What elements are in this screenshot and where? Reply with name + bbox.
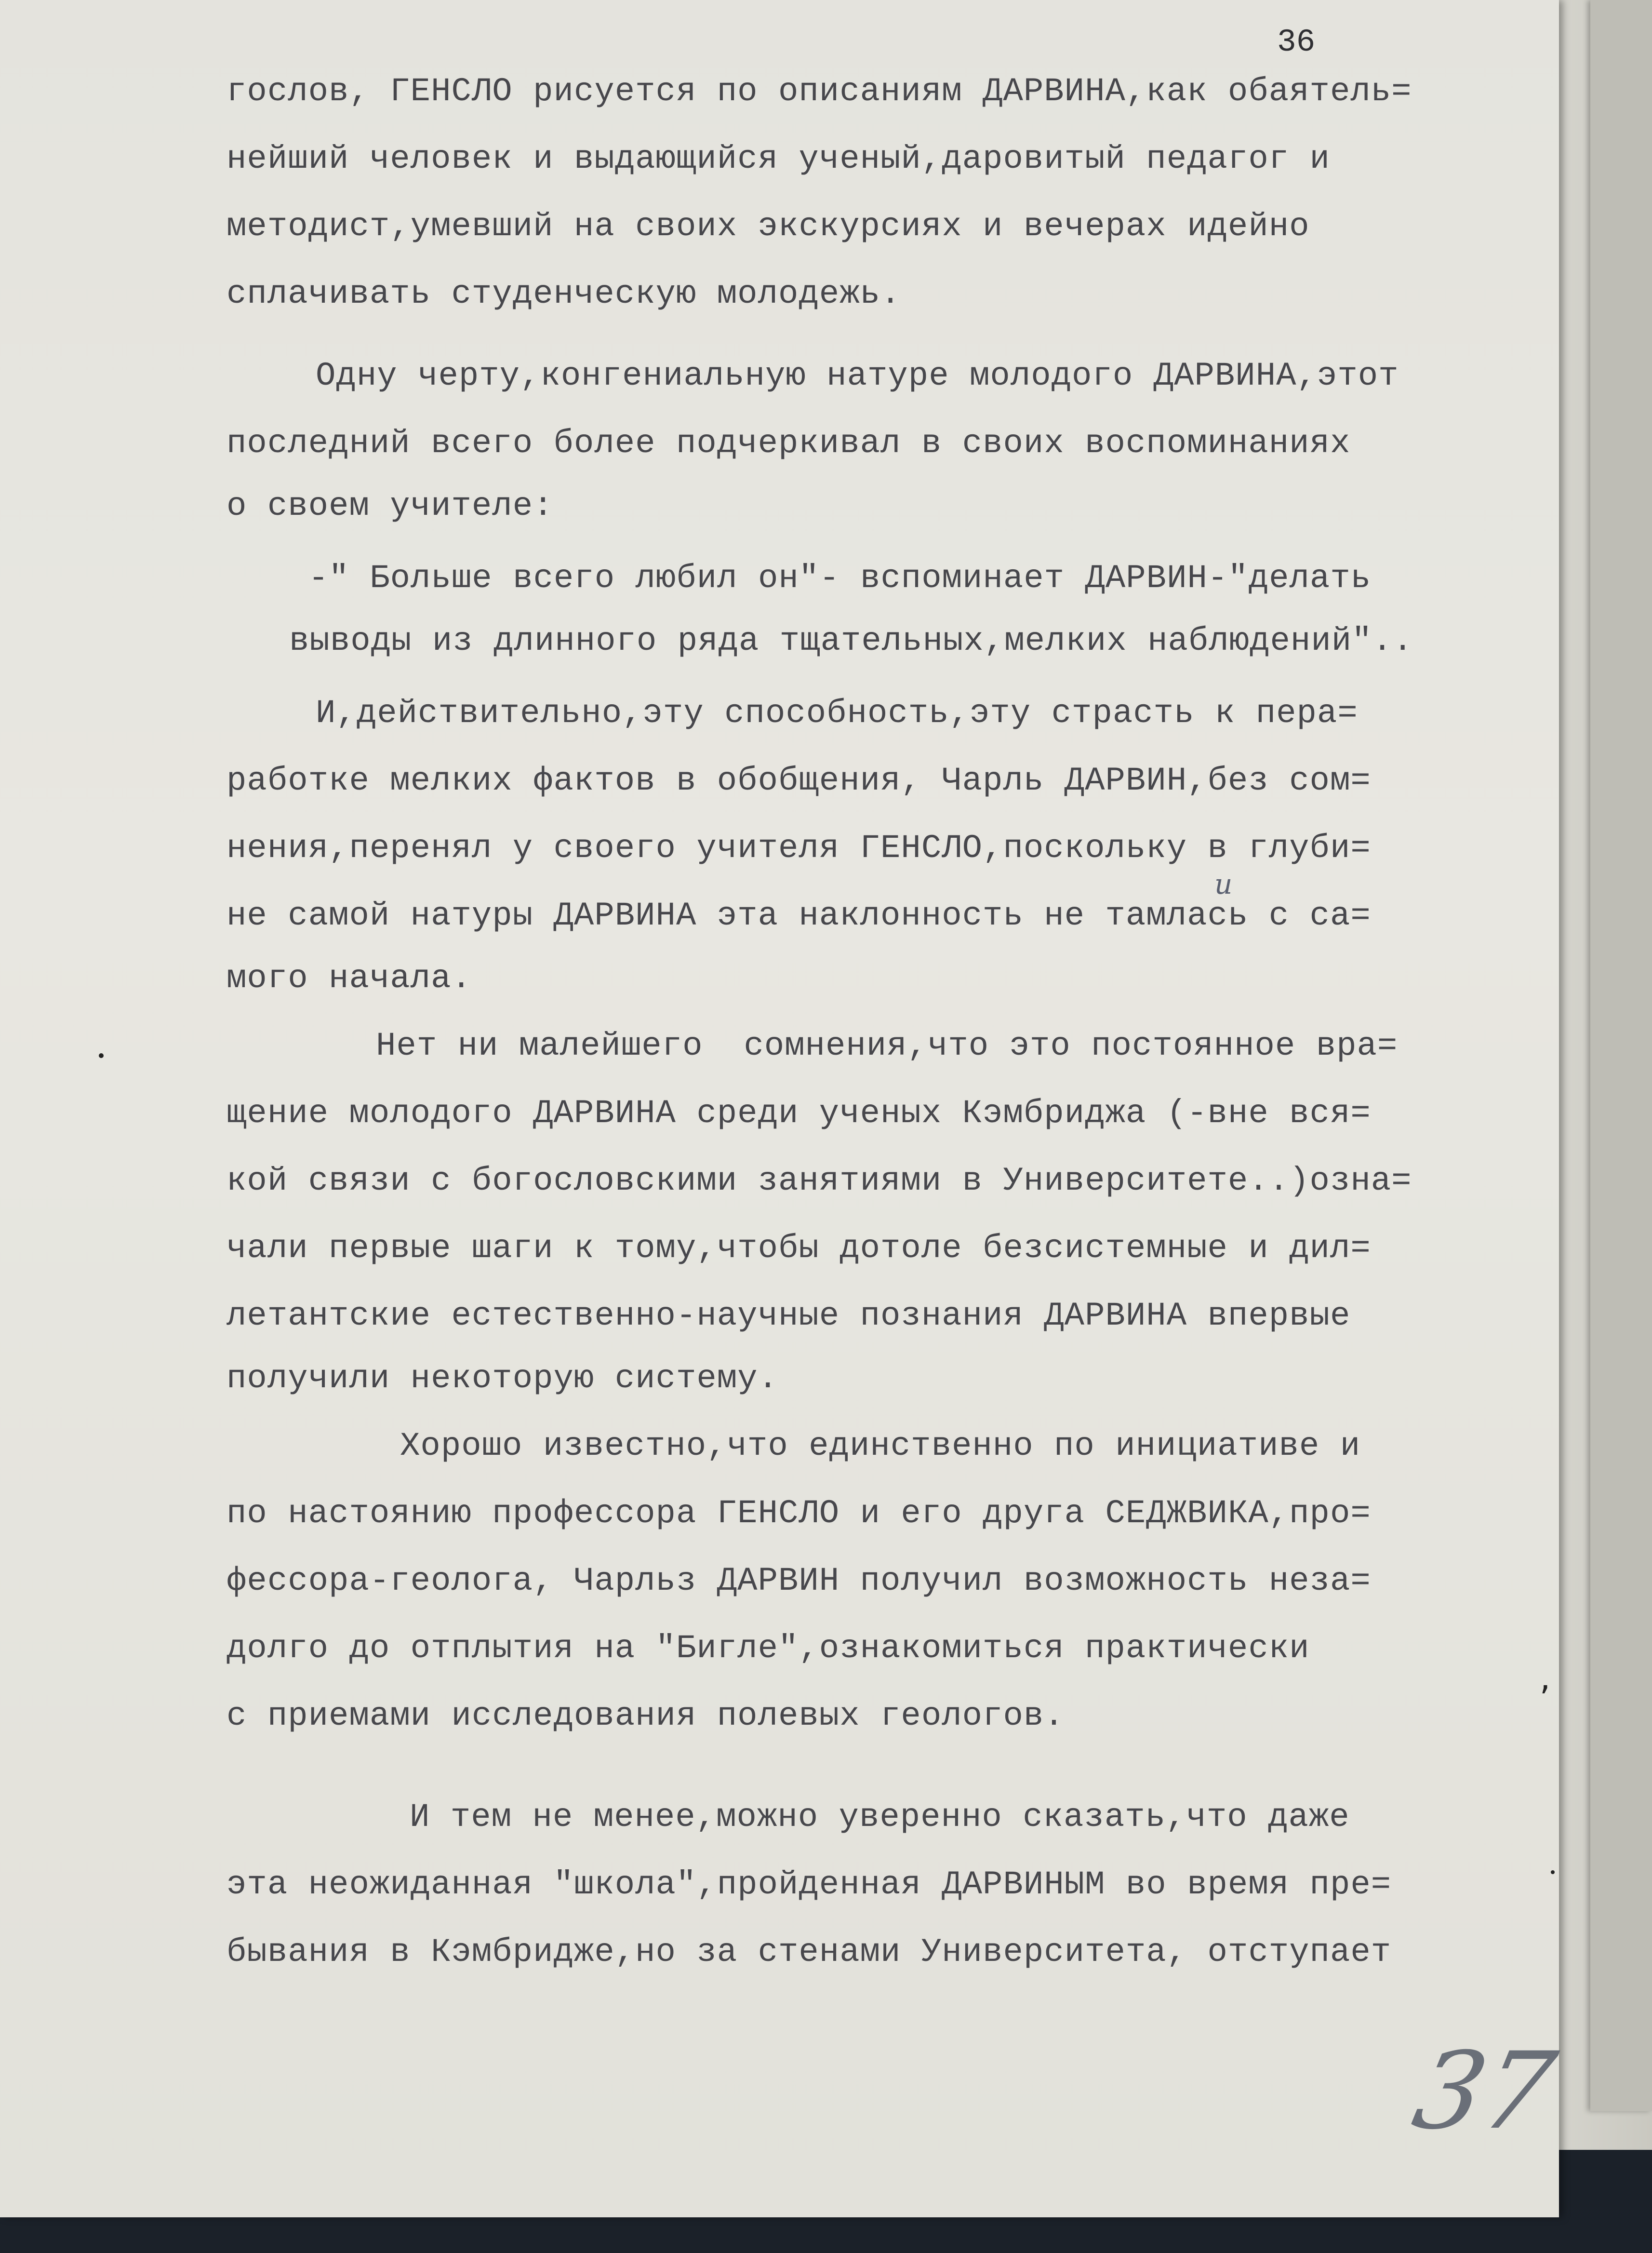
text-line: эта неожиданная "школа",пройденная ДАРВИНЫМ во время пре= <box>226 1866 1392 1904</box>
text-line: методист,умевший на своих экскурсиях и вечерах идейно <box>226 208 1310 245</box>
margin-comma: , <box>1540 1658 1551 1698</box>
text-line: бывания в Кэмбридже,но за стенами Университета, отступает <box>226 1933 1392 1971</box>
text-line: нейший человек и выдающийся ученый,даровитый педагог и <box>226 140 1330 178</box>
text-line: выводы из длинного ряда тщательных,мелких наблюдений".. <box>289 622 1413 660</box>
text-line: Хорошо известно,что единственно по инициативе и <box>400 1427 1361 1465</box>
text-line: И,действительно,эту способность,эту страсть к пера= <box>316 695 1358 732</box>
text-line: И тем не менее,можно уверенно сказать,что даже <box>410 1798 1350 1836</box>
text-line: сплачивать студенческую молодежь. <box>226 275 901 313</box>
text-line: работке мелких фактов в обобщения, Чарль ДАРВИН,без сом= <box>226 762 1371 800</box>
text-line: по настоянию профессора ГЕНСЛО и его друга СЕДЖВИКА,про= <box>226 1495 1371 1532</box>
underlying-sheet-edge <box>1590 0 1652 2111</box>
text-line: получили некоторую систему. <box>226 1360 778 1397</box>
text-line: гослов, ГЕНСЛО рисуется по описаниям ДАРВИНА,как обаятель= <box>226 73 1412 110</box>
text-line: последний всего более подчеркивал в своих воспоминаниях <box>226 425 1351 462</box>
text-line: нения,перенял у своего учителя ГЕНСЛО,поскольку в глуби= <box>226 830 1371 867</box>
text-line: летантские естественно-научные познания ДАРВИНА впервые <box>226 1297 1351 1335</box>
text-line: -" Больше всего любил он"- вспоминает ДАРВИН-"делать <box>308 560 1372 597</box>
text-line: с приемами исследования полевых геологов. <box>226 1697 1065 1735</box>
text-line: о своем учителе: <box>226 487 554 525</box>
text-line: кой связи с богословскими занятиями в Университете..)озна= <box>226 1162 1412 1200</box>
text-line: мого начала. <box>226 960 472 997</box>
margin-dot <box>1551 1870 1555 1874</box>
text-line: Нет ни малейшего сомнения,что это постоянное вра= <box>376 1027 1398 1065</box>
text-line: не самой натуры ДАРВИНА эта наклонность не тамлась с са= <box>226 897 1371 935</box>
text-line: фессора-геолога, Чарльз ДАРВИН получил возможность неза= <box>226 1562 1371 1600</box>
handwritten-correction: и <box>1214 868 1233 900</box>
text-line: долго до отплытия на "Бигле",ознакомиться практически <box>226 1630 1310 1667</box>
page-number: 36 <box>1277 24 1316 60</box>
margin-dot <box>99 1053 104 1058</box>
text-line: чали первые шаги к тому,чтобы дотоле безсистемные и дил= <box>226 1230 1371 1267</box>
text-line: Одну черту,конгениальную натуре молодого ДАРВИНА,этот <box>316 357 1399 395</box>
text-line: щение молодого ДАРВИНА среди ученых Кэмбриджа (-вне вся= <box>226 1095 1371 1132</box>
folio-number: 37 <box>1403 2029 1565 2153</box>
